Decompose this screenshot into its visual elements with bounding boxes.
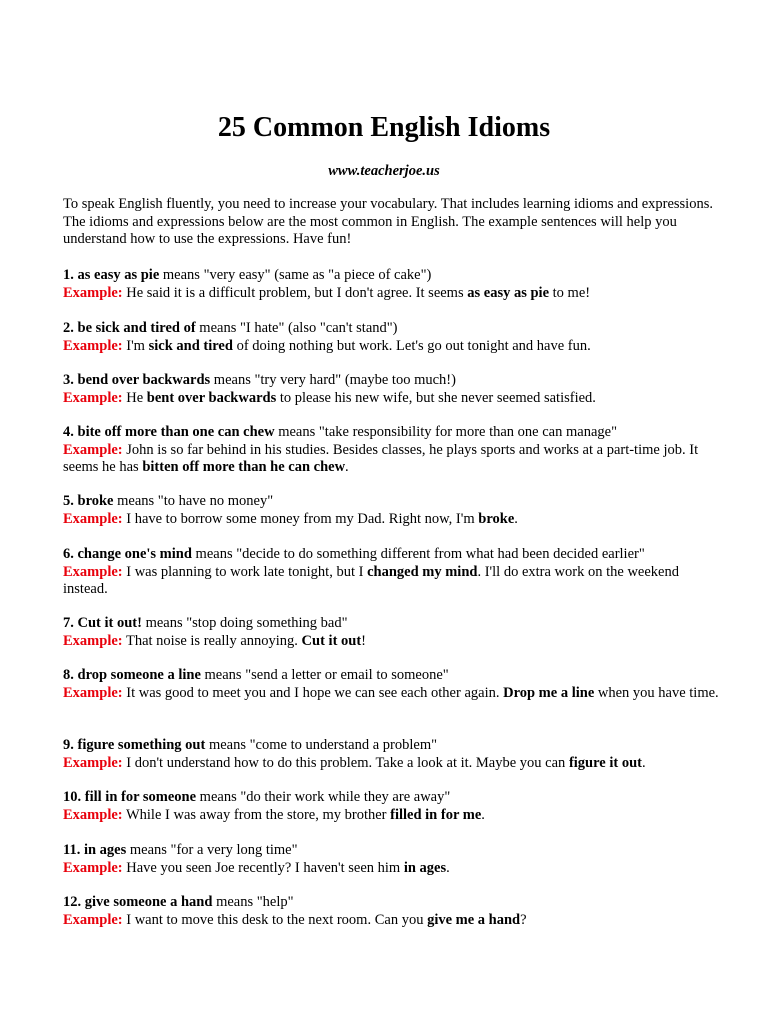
- idiom-entry: [63, 372, 723, 407]
- idiom-phrase: Cut it out!: [77, 615, 142, 631]
- example-text-end: !: [361, 632, 367, 649]
- idiom-phrase: drop someone a line: [77, 667, 201, 683]
- idiom-phrase: fill in for someone: [84, 789, 197, 805]
- idiom-meaning: means "come to understand a problem": [205, 737, 438, 753]
- idiom-entry: [63, 493, 723, 528]
- idiom-number: 12.: [63, 894, 82, 910]
- idiom-meaning: means "for a very long time": [126, 842, 298, 858]
- idiom-example: [63, 860, 723, 878]
- example-text: I have to borrow some money from my Dad. Right now, I'm: [122, 510, 479, 527]
- example-label: Example:: [63, 284, 123, 301]
- example-text-end: .: [641, 754, 646, 771]
- idiom-number: 11.: [63, 842, 81, 858]
- example-idiom-highlight: sick and tired: [148, 337, 233, 354]
- idiom-example: [63, 755, 723, 773]
- example-label: Example:: [63, 441, 123, 458]
- example-text-end: .: [481, 806, 485, 823]
- example-idiom-highlight: as easy as pie: [467, 284, 550, 301]
- idiom-entry: [63, 615, 723, 650]
- example-label: Example:: [63, 563, 123, 580]
- idiom-example: [63, 442, 723, 477]
- example-idiom-highlight: Drop me a line: [503, 684, 595, 701]
- idiom-entry: [63, 424, 723, 477]
- example-label: Example:: [63, 510, 123, 527]
- idiom-definition: [63, 546, 723, 564]
- example-text: It was good to meet you and I hope we can see each other again.: [122, 684, 504, 701]
- idiom-example: [63, 807, 723, 825]
- idiom-number: 7.: [63, 615, 74, 631]
- example-text-end: to please his new wife, but she never seemed satisfied.: [276, 389, 596, 406]
- example-text: John is so far behind in his studies. Besides classes, he plays sports and works at a part-time job. It seems he has: [63, 441, 699, 475]
- example-text: He: [122, 389, 147, 406]
- example-idiom-highlight: in ages: [403, 859, 447, 876]
- idiom-example: [63, 511, 723, 529]
- idiom-number: 4.: [63, 424, 74, 440]
- example-text-end: .: [345, 459, 349, 475]
- idiom-definition: [63, 737, 723, 755]
- idiom-definition: [63, 372, 723, 390]
- example-idiom-highlight: figure it out: [568, 754, 642, 771]
- idiom-number: 5.: [63, 493, 74, 509]
- example-label: Example:: [63, 337, 123, 354]
- idiom-entry: [63, 267, 723, 302]
- example-idiom-highlight: bitten off more than he can chew: [142, 459, 346, 475]
- idiom-phrase: bend over backwards: [77, 372, 211, 388]
- idiom-example: [63, 285, 723, 303]
- intro-paragraph: To speak English fluently, you need to increase your vocabulary. That includes learning idioms and expressions. The idioms and expressions below are the most common in English. The example sentences will help you understand how to use the expressions. Have fun!: [63, 196, 713, 247]
- idiom-meaning: means "try very hard" (maybe too much!): [210, 372, 456, 388]
- example-idiom-highlight: changed my mind: [367, 563, 478, 580]
- idiom-definition: [63, 267, 723, 285]
- idiom-meaning: means "do their work while they are away": [196, 789, 451, 805]
- idiom-definition: [63, 894, 723, 912]
- example-text-end: of doing nothing but work. Let's go out tonight and have fun.: [232, 337, 591, 354]
- idiom-entry: [63, 546, 723, 599]
- idiom-phrase: bite off more than one can chew: [77, 424, 275, 440]
- idiom-phrase: be sick and tired of: [77, 320, 196, 336]
- idiom-definition: [63, 789, 723, 807]
- example-text-end: ?: [520, 911, 527, 928]
- idiom-phrase: as easy as pie: [77, 267, 160, 283]
- idiom-number: 8.: [63, 667, 74, 683]
- idiom-entry: [63, 737, 723, 772]
- idiom-phrase: broke: [77, 493, 114, 509]
- example-idiom-highlight: Cut it out: [301, 632, 362, 649]
- idiom-phrase: change one's mind: [77, 546, 192, 562]
- example-label: Example:: [63, 911, 123, 928]
- website-link[interactable]: www.teacherjoe.us: [328, 163, 440, 179]
- example-label: Example:: [63, 859, 123, 876]
- idiom-number: 3.: [63, 372, 74, 388]
- idiom-meaning: means "I hate" (also "can't stand"): [195, 320, 398, 336]
- idiom-definition: [63, 667, 723, 685]
- example-text: While I was away from the store, my brother: [122, 806, 391, 823]
- example-text: Have you seen Joe recently? I haven't seen him: [122, 859, 404, 876]
- idiom-number: 9.: [63, 737, 74, 753]
- example-idiom-highlight: give me a hand: [427, 911, 521, 928]
- example-label: Example:: [63, 632, 123, 649]
- idiom-example: [63, 912, 723, 930]
- idiom-number: 6.: [63, 546, 74, 562]
- idiom-definition: [63, 320, 723, 338]
- idiom-definition: [63, 842, 723, 860]
- page-title: 25 Common English Idioms: [217, 112, 551, 143]
- idiom-meaning: means "send a letter or email to someone": [200, 667, 449, 683]
- example-text: I was planning to work late tonight, but I: [122, 563, 368, 580]
- idiom-meaning: means "take responsibility for more than one can manage": [274, 424, 617, 440]
- example-text: I'm: [122, 337, 149, 354]
- example-idiom-highlight: bent over backwards: [146, 389, 277, 406]
- example-text: That noise is really annoying.: [122, 632, 302, 649]
- example-text: I don't understand how to do this problem. Take a look at it. Maybe you can: [122, 754, 569, 771]
- idiom-example: [63, 564, 723, 599]
- example-text: He said it is a difficult problem, but I don't agree. It seems: [122, 284, 468, 301]
- example-label: Example:: [63, 754, 123, 771]
- example-text-end: .: [514, 510, 518, 527]
- idiom-entry: [63, 789, 723, 824]
- example-text: I want to move this desk to the next room. Can you: [122, 911, 428, 928]
- idiom-meaning: means "decide to do something different from what had been decided earlier": [191, 546, 645, 562]
- idiom-example: [63, 390, 723, 408]
- example-idiom-highlight: filled in for me: [390, 806, 482, 823]
- idiom-meaning: means "help": [212, 894, 294, 910]
- idiom-meaning: means "to have no money": [113, 493, 274, 509]
- idiom-number: 10.: [63, 789, 82, 805]
- idiom-phrase: figure something out: [77, 737, 206, 753]
- example-text-end: to me!: [549, 284, 591, 301]
- idiom-entry: [63, 667, 723, 702]
- idiom-number: 2.: [63, 320, 74, 336]
- example-label: Example:: [63, 684, 123, 701]
- idiom-phrase: give someone a hand: [84, 894, 213, 910]
- idiom-definition: [63, 424, 723, 442]
- idiom-entry: [63, 842, 723, 877]
- idiom-definition: [63, 493, 723, 511]
- idiom-phrase: in ages: [83, 842, 127, 858]
- idiom-meaning: means "stop doing something bad": [141, 615, 348, 631]
- example-text-end: .: [446, 859, 450, 876]
- idiom-entry: [63, 320, 723, 355]
- example-label: Example:: [63, 806, 123, 823]
- idiom-meaning: means "very easy" (same as "a piece of cake"): [159, 267, 432, 283]
- idiom-example: [63, 338, 723, 356]
- idiom-number: 1.: [63, 267, 74, 283]
- example-label: Example:: [63, 389, 123, 406]
- idiom-example: [63, 633, 723, 651]
- example-text-end: . I'll do extra work on the weekend instead.: [63, 563, 679, 597]
- example-text-end: when you have time.: [594, 684, 719, 701]
- example-idiom-highlight: broke: [478, 510, 515, 527]
- idiom-definition: [63, 615, 723, 633]
- idiom-entry: [63, 894, 723, 929]
- idiom-example: [63, 685, 723, 703]
